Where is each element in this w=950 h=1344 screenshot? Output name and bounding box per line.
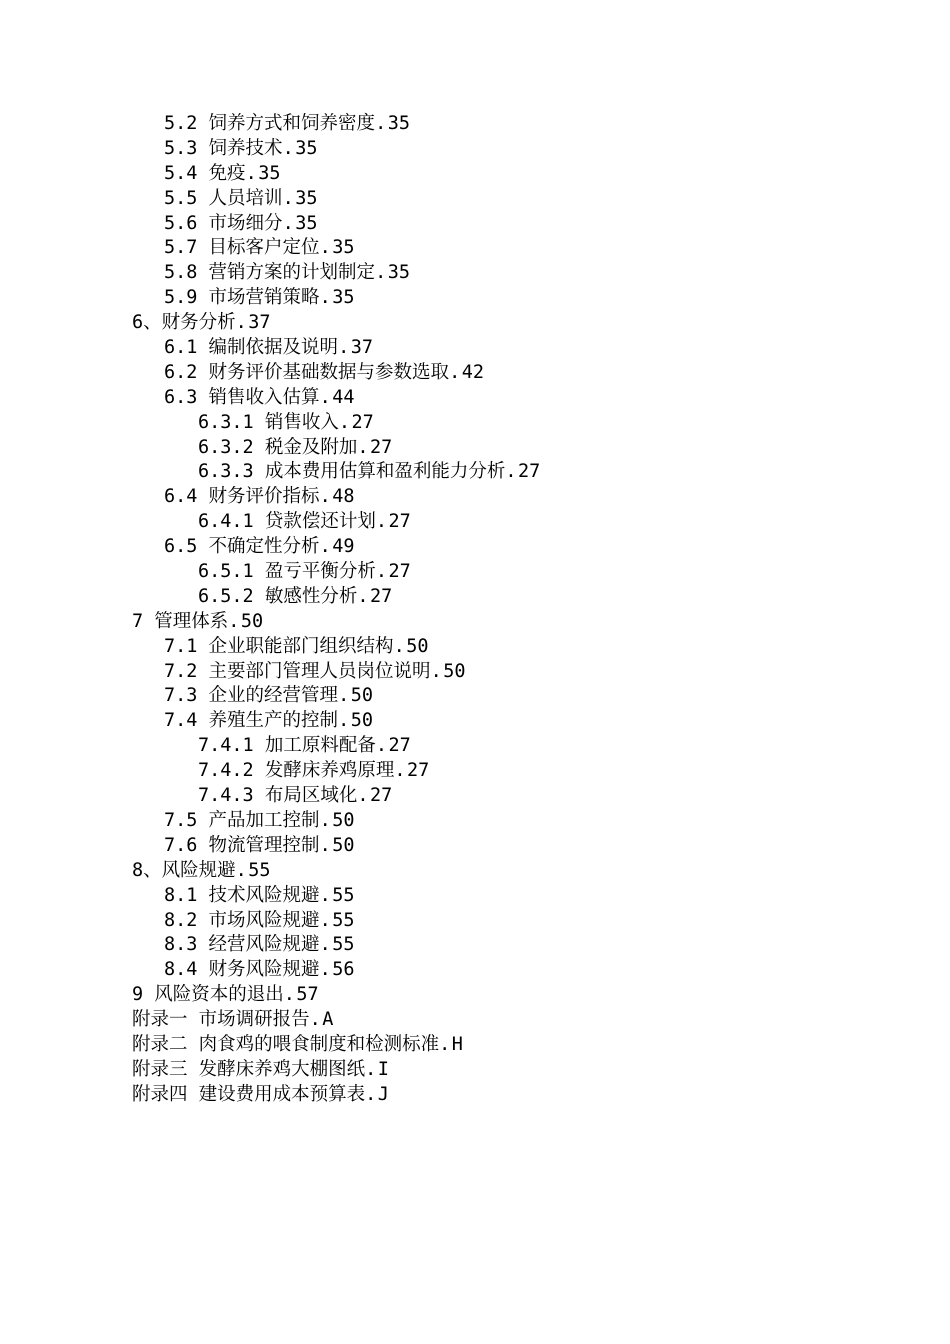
toc-page-number: 49 xyxy=(332,536,355,558)
toc-entry-title: 6.4.1 贷款偿还计划 xyxy=(198,511,376,533)
toc-entry xyxy=(0,386,950,411)
toc-entry-title: 5.2 饲养方式和饲养密度 xyxy=(164,113,376,134)
toc-entry xyxy=(0,411,950,436)
toc-leader-dots: . xyxy=(357,436,370,458)
toc-entry-title: 7.4.1 加工原料配备 xyxy=(198,735,376,757)
toc-entry xyxy=(0,784,950,809)
toc-entry xyxy=(0,610,950,635)
toc-leader-dots: . xyxy=(319,386,333,408)
toc-page-number: 55 xyxy=(248,859,271,881)
toc-page-number: 57 xyxy=(296,984,319,1006)
toc-entry-title: 6.5.2 敏感性分析 xyxy=(198,585,358,607)
toc-page-number: 35 xyxy=(387,113,410,134)
toc-entry-title: 6、财务分析 xyxy=(132,312,236,334)
toc-leader-dots: . xyxy=(228,610,241,632)
toc-page-number: 35 xyxy=(295,187,318,209)
toc-leader-dots: . xyxy=(282,212,296,234)
toc-entry-title: 6.3.1 销售收入 xyxy=(198,411,339,433)
toc-page-number: 35 xyxy=(295,137,318,159)
toc-page-number: 35 xyxy=(387,262,410,284)
toc-leader-dots: . xyxy=(319,486,333,508)
toc-entry xyxy=(0,909,950,934)
toc-leader-dots: . xyxy=(357,585,370,607)
toc-leader-dots: . xyxy=(235,312,249,334)
toc-leader-dots: . xyxy=(319,809,333,831)
toc-entry-title: 6.3 销售收入估算 xyxy=(164,386,320,408)
toc-leader-dots: . xyxy=(449,361,462,383)
toc-page-number: 27 xyxy=(388,735,411,757)
toc-entry-title: 5.8 营销方案的计划制定 xyxy=(164,262,376,284)
toc-page-number: 50 xyxy=(406,635,429,657)
toc-leader-dots: . xyxy=(338,685,351,707)
toc-entry xyxy=(0,436,950,461)
toc-leader-dots: . xyxy=(338,710,351,732)
toc-leader-dots: . xyxy=(375,735,389,757)
toc-entry xyxy=(0,286,950,311)
toc-leader-dots: . xyxy=(282,187,296,209)
toc-entry-title: 7.1 企业职能部门组织结构 xyxy=(164,635,394,657)
toc-entry-title: 6.5.1 盈亏平衡分析 xyxy=(198,561,376,583)
toc-entry-title: 9 风险资本的退出 xyxy=(132,984,284,1006)
toc-leader-dots: . xyxy=(319,536,333,558)
toc-page-number: 27 xyxy=(517,461,541,483)
toc-entry-title: 8.3 经营风险规避 xyxy=(164,934,320,956)
toc-entry xyxy=(0,1008,950,1033)
toc-entry xyxy=(0,933,950,958)
toc-entry-title: 7.3 企业的经营管理 xyxy=(164,685,339,707)
toc-page-number: 48 xyxy=(332,486,355,508)
toc-leader-dots: . xyxy=(375,262,388,284)
toc-page-number: 50 xyxy=(350,685,373,707)
toc-leader-dots: . xyxy=(319,909,333,931)
toc-page-number: 27 xyxy=(369,785,393,807)
toc-page-number: 37 xyxy=(350,337,373,359)
toc-page-number: 44 xyxy=(332,386,355,408)
toc-page-number: 27 xyxy=(406,760,430,782)
toc-leader-dots: . xyxy=(375,561,389,583)
toc-page-number: 50 xyxy=(443,660,466,682)
toc-entry-title: 6.3.2 税金及附加 xyxy=(198,436,358,458)
toc-entry-title: 5.4 免疫 xyxy=(164,162,246,184)
toc-entry-title: 7.4.2 发酵床养鸡原理 xyxy=(198,760,395,782)
toc-entry-title: 7.4 养殖生产的控制 xyxy=(164,710,339,732)
toc-entry xyxy=(0,834,950,859)
toc-entry xyxy=(0,261,950,286)
toc-entry xyxy=(0,585,950,610)
toc-leader-dots: . xyxy=(319,237,333,259)
toc-leader-dots: . xyxy=(319,884,333,906)
toc-page-number: 56 xyxy=(332,959,355,981)
table-of-contents xyxy=(0,112,950,1108)
toc-page-number: 27 xyxy=(388,511,411,533)
toc-entry xyxy=(0,983,950,1008)
toc-leader-dots: . xyxy=(375,113,388,134)
toc-entry-title: 附录四 建设费用成本预算表 xyxy=(132,1083,366,1105)
toc-entry xyxy=(0,859,950,884)
toc-entry-title: 5.9 市场营销策略 xyxy=(164,287,320,309)
toc-leader-dots: . xyxy=(430,660,444,682)
toc-leader-dots: . xyxy=(365,1083,378,1105)
toc-page-number: 55 xyxy=(332,909,355,931)
toc-entry-title: 5.5 人员培训 xyxy=(164,187,283,209)
toc-entry-title: 7.5 产品加工控制 xyxy=(164,809,320,831)
toc-leader-dots: . xyxy=(319,959,333,981)
toc-entry xyxy=(0,884,950,909)
toc-entry-title: 6.2 财务评价基础数据与参数选取 xyxy=(164,361,450,383)
toc-leader-dots: . xyxy=(235,859,249,881)
toc-page-number: 42 xyxy=(461,361,484,383)
toc-entry xyxy=(0,361,950,386)
toc-page-number: 27 xyxy=(369,436,393,458)
toc-page-number: 35 xyxy=(332,237,355,259)
toc-page-number: 50 xyxy=(332,834,355,856)
toc-entry-title: 6.5 不确定性分析 xyxy=(164,536,320,558)
toc-entry-title: 8.2 市场风险规避 xyxy=(164,909,320,931)
toc-entry-title: 6.4 财务评价指标 xyxy=(164,486,320,508)
toc-entry-title: 6.1 编制依据及说明 xyxy=(164,337,339,359)
toc-page-number: 27 xyxy=(351,411,374,433)
toc-page-number: 50 xyxy=(350,710,373,732)
toc-page-number: 27 xyxy=(369,585,393,607)
toc-leader-dots: . xyxy=(309,1009,323,1031)
toc-entry-title: 8.1 技术风险规避 xyxy=(164,884,320,906)
toc-entry xyxy=(0,485,950,510)
toc-entry-title: 5.6 市场细分 xyxy=(164,212,283,234)
toc-entry-title: 8、风险规避 xyxy=(132,859,236,881)
toc-entry xyxy=(0,236,950,261)
toc-leader-dots: . xyxy=(282,137,296,159)
toc-page-number: J xyxy=(377,1083,389,1105)
toc-entry-title: 7.2 主要部门管理人员岗位说明 xyxy=(164,660,431,682)
toc-entry-title: 5.7 目标客户定位 xyxy=(164,237,320,259)
toc-page-number: 50 xyxy=(240,610,264,632)
toc-entry xyxy=(0,1083,950,1108)
toc-entry xyxy=(0,510,950,535)
toc-leader-dots: . xyxy=(338,337,351,359)
toc-entry xyxy=(0,162,950,187)
toc-entry xyxy=(0,809,950,834)
toc-entry xyxy=(0,1033,950,1058)
toc-entry xyxy=(0,187,950,212)
toc-entry-title: 7 管理体系 xyxy=(132,610,229,632)
toc-page-number: 37 xyxy=(248,312,271,334)
toc-entry xyxy=(0,460,950,485)
toc-page-number: 50 xyxy=(332,809,355,831)
toc-leader-dots: . xyxy=(319,934,333,956)
toc-entry xyxy=(0,759,950,784)
toc-entry xyxy=(0,635,950,660)
toc-entry xyxy=(0,112,950,137)
toc-leader-dots: . xyxy=(439,1033,452,1055)
toc-page-number: 55 xyxy=(332,934,355,956)
toc-entry xyxy=(0,336,950,361)
toc-entry xyxy=(0,311,950,336)
toc-entry xyxy=(0,1058,950,1083)
toc-entry xyxy=(0,684,950,709)
toc-leader-dots: . xyxy=(283,984,297,1006)
toc-leader-dots: . xyxy=(365,1058,378,1080)
toc-page-number: I xyxy=(377,1058,389,1080)
toc-leader-dots: . xyxy=(375,511,389,533)
toc-leader-dots: . xyxy=(338,411,352,433)
toc-entry-title: 附录二 肉食鸡的喂食制度和检测标准 xyxy=(132,1033,440,1055)
toc-entry xyxy=(0,535,950,560)
toc-entry-title: 附录一 市场调研报告 xyxy=(132,1009,310,1031)
toc-page-number: 35 xyxy=(295,212,318,234)
toc-leader-dots: . xyxy=(393,635,407,657)
toc-entry xyxy=(0,709,950,734)
toc-entry-title: 附录三 发酵床养鸡大棚图纸 xyxy=(132,1058,366,1080)
toc-entry-title: 8.4 财务风险规避 xyxy=(164,959,320,981)
toc-page-number: 27 xyxy=(388,561,411,583)
toc-entry-title: 5.3 饲养技术 xyxy=(164,137,283,159)
toc-entry-title: 7.4.3 布局区域化 xyxy=(198,785,358,807)
toc-page-number: H xyxy=(451,1033,463,1055)
toc-leader-dots: . xyxy=(357,785,370,807)
toc-page-number: 55 xyxy=(332,884,355,906)
toc-entry xyxy=(0,734,950,759)
toc-entry xyxy=(0,560,950,585)
toc-leader-dots: . xyxy=(245,162,259,184)
toc-entry-title: 6.3.3 成本费用估算和盈利能力分析 xyxy=(198,461,506,483)
toc-entry xyxy=(0,137,950,162)
toc-page-number: 35 xyxy=(332,287,355,309)
toc-entry xyxy=(0,660,950,685)
toc-entry-title: 7.6 物流管理控制 xyxy=(164,834,320,856)
toc-leader-dots: . xyxy=(505,461,518,483)
toc-leader-dots: . xyxy=(394,760,407,782)
toc-page-number: A xyxy=(322,1009,334,1031)
toc-entry xyxy=(0,958,950,983)
toc-leader-dots: . xyxy=(319,287,333,309)
toc-leader-dots: . xyxy=(319,834,333,856)
toc-entry xyxy=(0,212,950,237)
toc-page-number: 35 xyxy=(258,162,281,184)
